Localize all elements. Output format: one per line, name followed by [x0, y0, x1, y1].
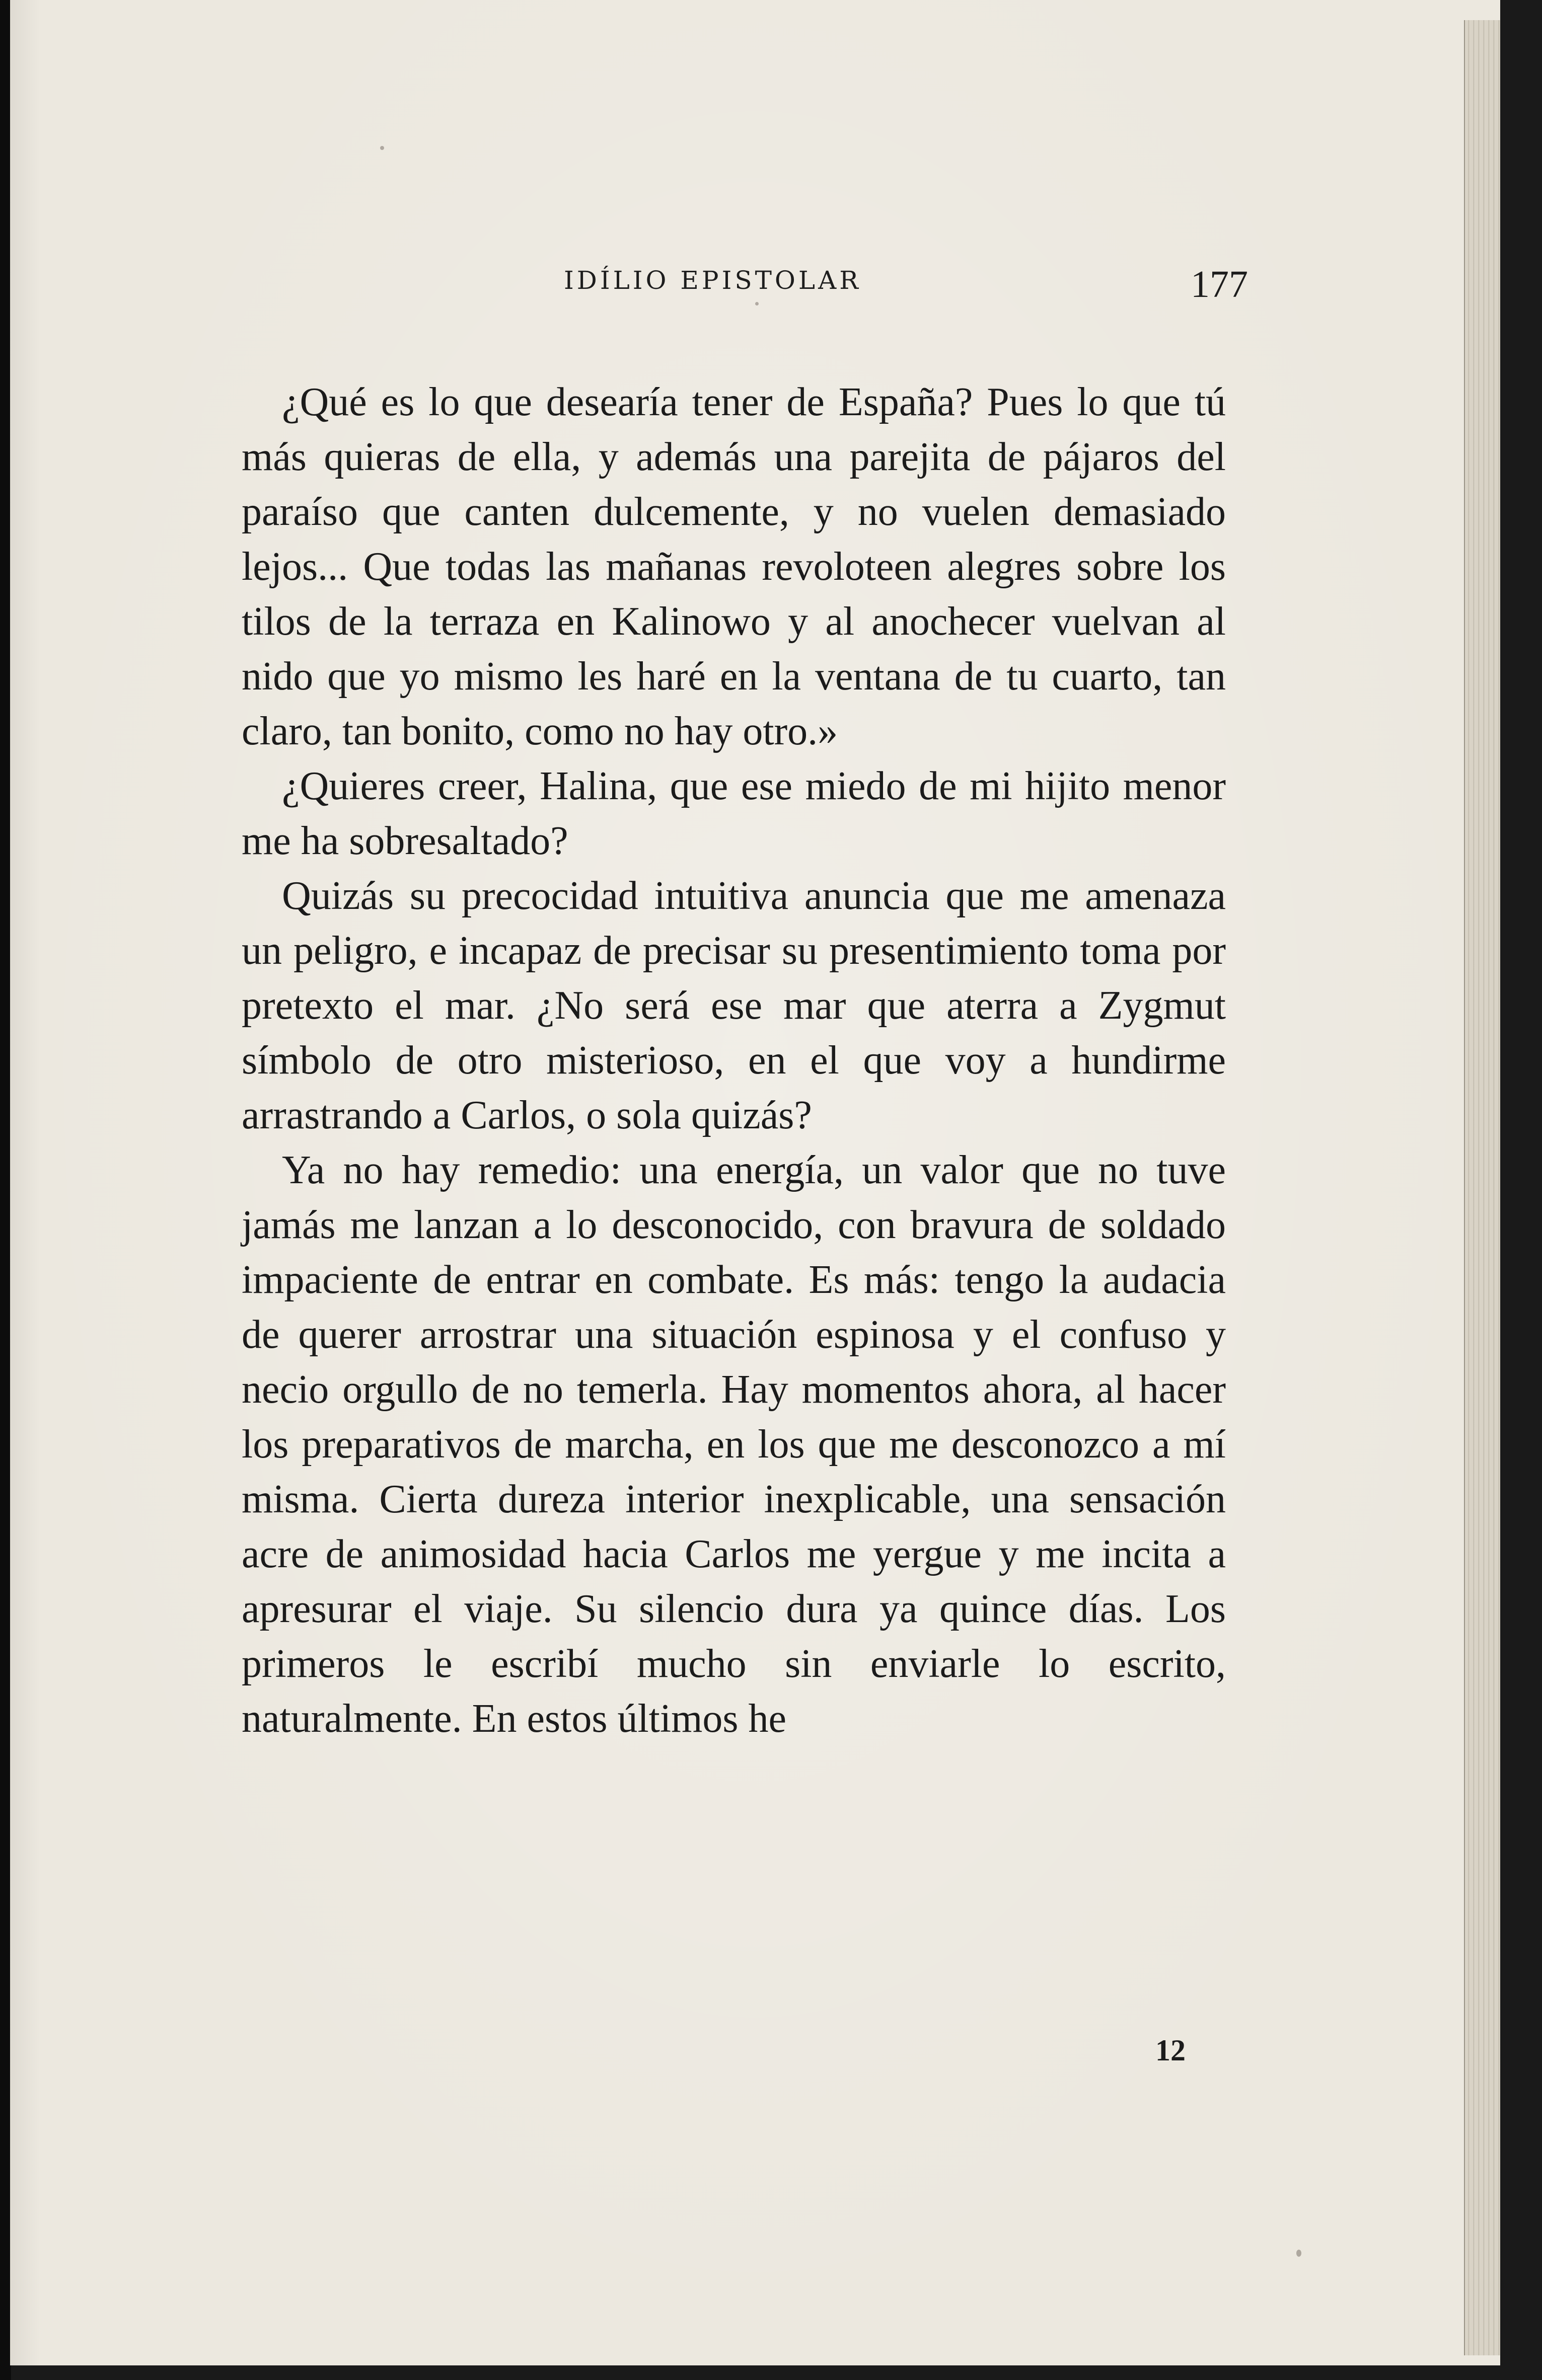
paper-speck [755, 302, 759, 305]
paper-speck [1296, 2250, 1301, 2257]
paragraph: ¿Quieres creer, Halina, que ese miedo de mi hijito menor me ha sobresaltado? [242, 764, 1226, 863]
signature-mark: 12 [1155, 2034, 1186, 2067]
paragraph: ¿Qué es lo que desearía tener de España? Pues lo que tú más quieras de ella, y además una parejita de pájaros del paraíso que canten dulcemente, y no vuelen demasiado lejos... Que todas las mañanas revoloteen alegres sobre los tilos de la terraza en Kalinowo y al anochecer vuelvan al nido que yo mismo les haré en la ventana de tu cuarto, tan claro, tan bonito, como no hay otro.» [242, 380, 1226, 753]
running-head: IDÍLIO EPISTOLAR [564, 266, 861, 295]
book-page [10, 0, 1500, 2365]
paragraph: Ya no hay remedio: una energía, un valor que no tuve jamás me lanzan a lo desconocido, con bravura de soldado impaciente de entrar en combate. Es más: tengo la audacia de querer arrostrar una situación espinosa y el confuso y necio orgullo de no temerla. Hay momentos ahora, al hacer los preparativos de marcha, en los que me desconozco a mí misma. Cierta dureza interior inexplicable, una sensación acre de animosidad hacia Carlos me yergue y me incita a apresurar el viaje. Su silencio dura ya quince días. Los primeros le escribí mucho sin enviarle lo escrito, naturalmente. En estos últimos he [242, 1148, 1226, 1741]
paragraph: Quizás su precocidad intuitiva anuncia que me amenaza un peligro, e incapaz de precisar su presentimiento toma por pretexto el mar. ¿No será ese mar que aterra a Zygmut símbolo de otro misterioso, en el que voy a hundirme arrastrando a Carlos, o sola quizás? [242, 874, 1226, 1137]
paper-speck [380, 146, 384, 150]
page-edges [1464, 20, 1500, 2355]
body-text [242, 375, 1226, 1746]
page-number: 177 [1191, 263, 1248, 305]
binding-gutter [0, 0, 11, 2380]
